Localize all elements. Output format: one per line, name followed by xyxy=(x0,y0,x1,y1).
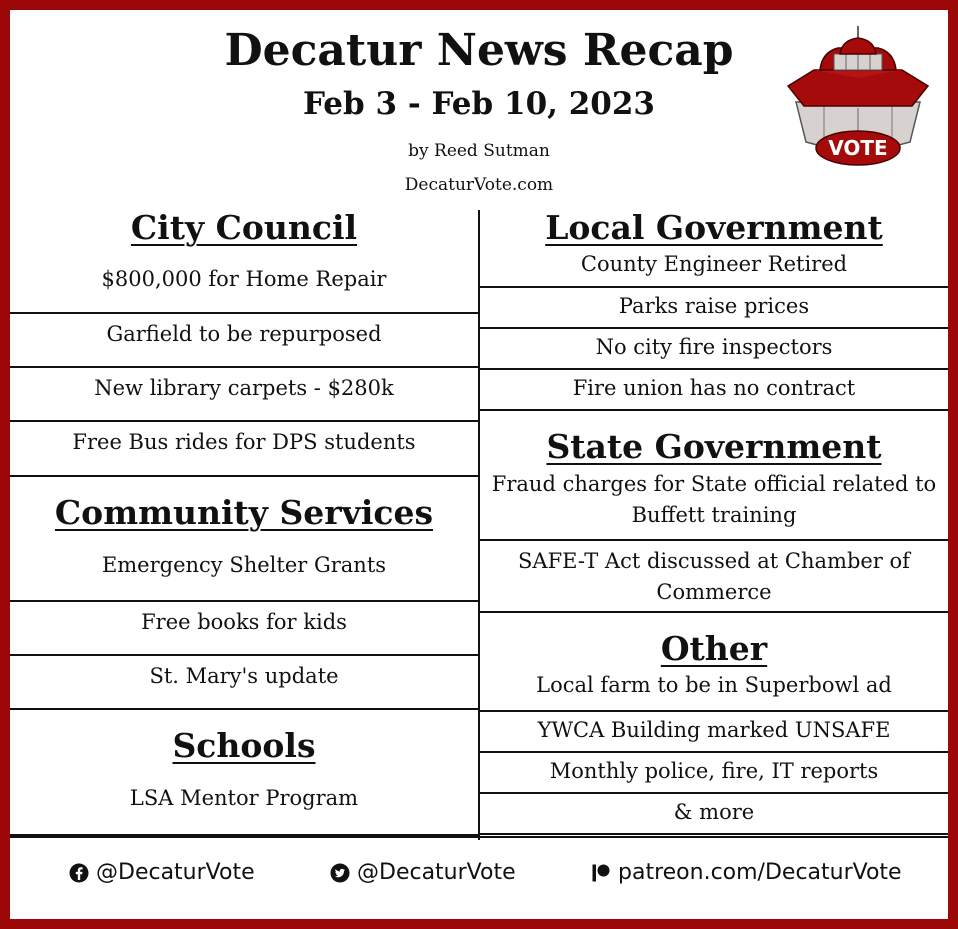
website-link[interactable]: DecaturVote.com xyxy=(404,175,554,195)
patreon-icon xyxy=(591,863,611,883)
section-title-local-government: Local Government xyxy=(545,208,883,247)
list-row xyxy=(480,370,948,411)
section-title-city-council: City Council xyxy=(130,208,358,247)
list-item[interactable]: SAFE-T Act discussed at Chamber of Commerce xyxy=(518,549,910,604)
list-item[interactable]: $800,000 for Home Repair xyxy=(101,267,387,291)
list-item[interactable]: Parks raise prices xyxy=(618,294,810,318)
list-item[interactable]: YWCA Building marked UNSAFE xyxy=(537,718,891,742)
list-item[interactable]: LSA Mentor Program xyxy=(129,786,359,810)
list-row xyxy=(10,368,478,422)
twitter-link[interactable] xyxy=(330,860,516,885)
list-row xyxy=(10,422,478,477)
section-title-schools: Schools xyxy=(172,726,316,765)
patreon-handle: patreon.com/DecaturVote xyxy=(618,860,902,885)
list-row xyxy=(10,602,478,656)
list-row xyxy=(10,314,478,368)
list-row xyxy=(480,288,948,329)
list-item[interactable]: Garfield to be repurposed xyxy=(106,322,382,346)
page-title: Decatur News Recap xyxy=(224,25,734,76)
list-item[interactable]: Local farm to be in Superbowl ad xyxy=(536,673,892,697)
right-column xyxy=(480,210,948,835)
list-item[interactable]: & more xyxy=(673,800,755,824)
list-row xyxy=(480,712,948,753)
list-row xyxy=(480,329,948,370)
list-item[interactable]: St. Mary's update xyxy=(149,664,339,688)
patreon-link[interactable] xyxy=(591,860,902,885)
community-services-header-row xyxy=(10,477,478,602)
list-row xyxy=(10,656,478,710)
list-item[interactable]: Emergency Shelter Grants xyxy=(101,553,387,577)
list-row xyxy=(480,794,948,835)
list-item[interactable]: Fire union has no contract xyxy=(572,376,856,400)
vote-logo xyxy=(776,24,940,174)
list-item[interactable]: No city fire inspectors xyxy=(595,335,833,359)
byline: by Reed Sutman xyxy=(408,141,550,161)
list-item[interactable]: Monthly police, fire, IT reports xyxy=(549,759,879,783)
header xyxy=(10,10,948,210)
list-row xyxy=(480,541,948,613)
twitter-icon xyxy=(330,863,350,883)
date-range: Feb 3 - Feb 10, 2023 xyxy=(302,86,656,122)
section-title-community-services: Community Services xyxy=(54,493,434,532)
city-council-header-row xyxy=(10,210,478,314)
section-title-other: Other xyxy=(660,629,768,668)
list-item[interactable]: Free books for kids xyxy=(141,610,347,634)
list-item[interactable]: Free Bus rides for DPS students xyxy=(72,430,416,454)
state-government-header-row xyxy=(480,411,948,541)
local-government-header-row xyxy=(480,210,948,288)
facebook-handle: @DecaturVote xyxy=(96,860,255,885)
list-item[interactable]: Fraud charges for State official related to Buffett training xyxy=(491,472,937,527)
twitter-handle: @DecaturVote xyxy=(357,860,516,885)
list-item[interactable]: County Engineer Retired xyxy=(580,252,848,276)
list-item[interactable]: New library carpets - $280k xyxy=(94,376,394,400)
logo-text: VOTE xyxy=(828,136,888,160)
list-row xyxy=(480,753,948,794)
facebook-link[interactable] xyxy=(69,860,255,885)
section-title-state-government: State Government xyxy=(546,427,882,466)
schools-header-row xyxy=(10,710,478,836)
other-header-row xyxy=(480,613,948,712)
left-column xyxy=(10,210,478,836)
facebook-icon xyxy=(69,863,89,883)
